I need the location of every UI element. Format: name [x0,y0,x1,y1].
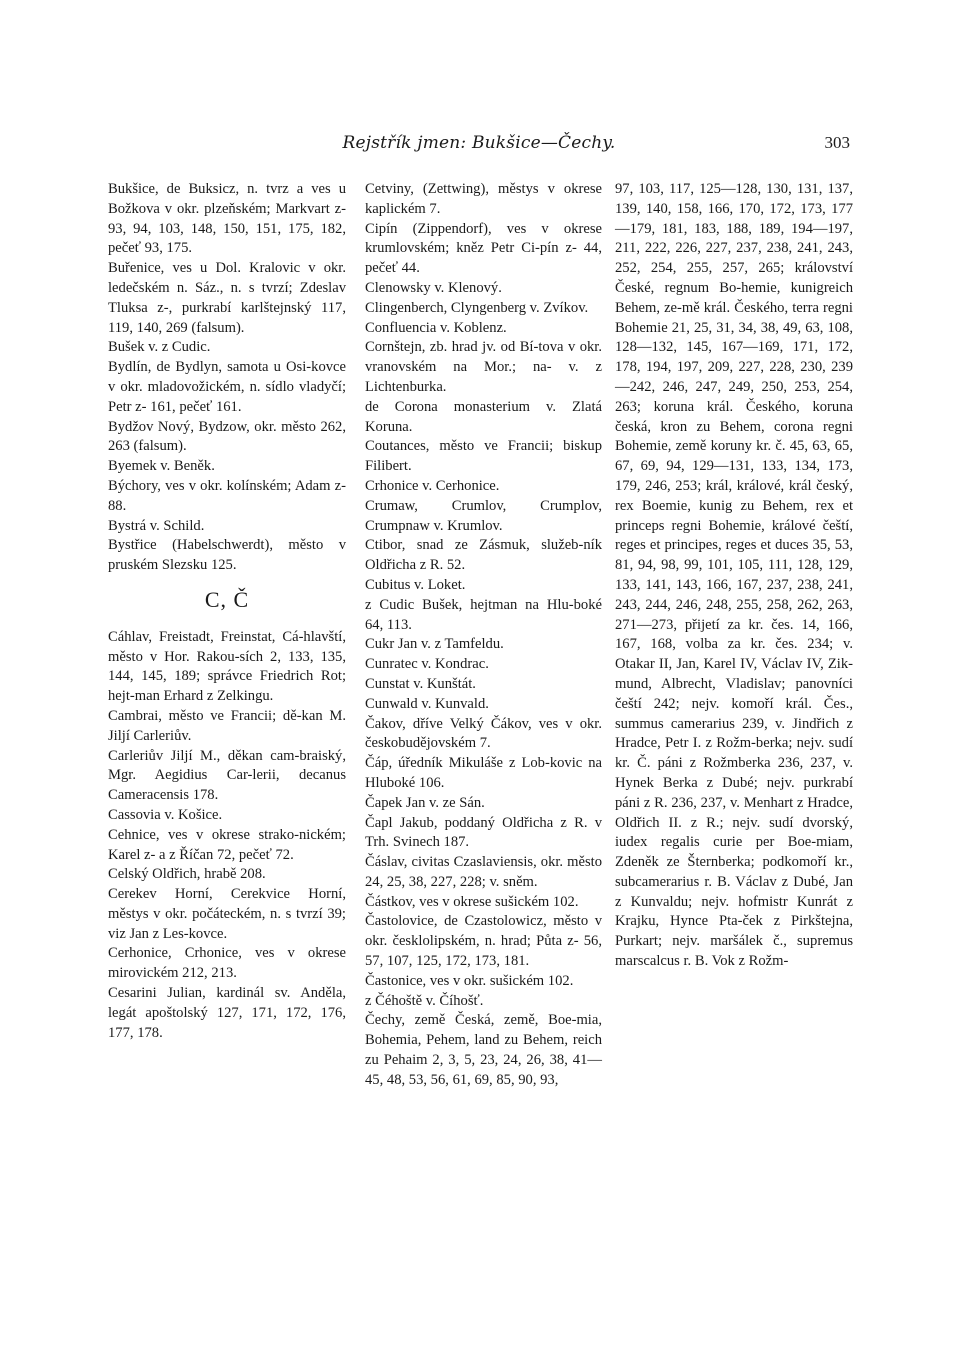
index-entry: Čapek Jan v. ze Sán. [365,794,485,811]
index-entry: Cunratec v. Kondrac. [365,656,489,673]
index-entry: Cetviny, (Zettwing), městys v okrese kaplickém 7. [365,181,602,217]
index-entry: Cornštejn, zb. hrad jv. od Bí-tova v okr. vranovském na Mor.; na- v. z Lichtenburka. [365,339,602,395]
index-entry: 97, 103, 117, 125—128, 130, 131, 137, 139, 140, 158, 166, 170, 172, 173, 177—179, 181, 183, 188, 189, 194—197, 211, 222, 226, 227, 237, 238, 241, 243, 252, 254, 255, 257, 265; království České, regnum Bo-hemie, kunigreich Behem, ze-mě král. Českého, terra regni Bohemie 21, 25, 31, 34, 38, 49, 63, 108, 128—132, 145, 167—169, 171, 172, 178, 194, 197, 209, 227, 228, 230, 239—242, 246, 247, 249, 250, 253, 254, 263; koruna král. Českého, koruna česká, kron zu Behem, corona regni Bohemie, země koruny kr. č. 45, 63, 65, 67, 69, 94, 129—131, 133, 134, 173, 179, 246, 253; král, králové, král český, rex Boemie, kunig zu Behem, rex et princeps regni Bohemie, králové čeští, reges et principes, reges et duces 35, 53, 81, 94, 98, 99, 101, 105, 111, 128, 129, 133, 141, 143, 166, 167, 237, 238, 241, 243, 244, 246, 248, 255, 258, 262, 263, 271—273, přijetí za kr. čes. 14, 166, 167, 168, volba za kr. čes. 234; v. Otakar II, Jan, Karel IV, Václav IV, Zik-mund, Albrecht, Vladislav; panovníci čeští 242; nejv. komoří král. Čes., summus camerarius 239, v. Jindřich z Hradce, Petr I. z Rožm-berka; nejv. sudí kr. Č. páni z Rožmberka 236, 237, v. Hynek Berka z Dubé; nejv. purkrabí páni z R. 236, 237, v. Menhart z Hradce, Oldřich II. z R.; nejv. sudí dvorský, iudex regalis curie per Boe-miam, Zdeněk ze Šternberka; podkomoří kr., subcamerarius r. B. Václav z Dubé, Jan z Kunvaldu; nejv. hofmistr Kunrát z Krajku, Hynce Pta-ček z Pirkštejna, Purkart; nejv. maršálek č., supremus marscalcus r. B. Vok z Rožm- [615,181,853,970]
index-entry: Čáslav, civitas Czaslaviensis, okr. město 24, 25, 38, 227, 228; v. sněm. [365,854,602,890]
index-entry: Cukr Jan v. z Tamfeldu. [365,636,504,653]
index-entry: Cunwald v. Kunvald. [365,695,489,712]
page-title: Rejstřík jmen: Bukšice—Čechy. [342,133,616,153]
index-entry: Bystrá v. Schild. [108,517,205,534]
index-column-left [108,180,346,1043]
index-entry: Cubitus v. Loket. [365,576,466,593]
index-entry: Cambrai, město ve Francii; dě-kan M. Jiljí Carleriův. [108,707,346,744]
running-head [108,133,850,161]
index-entry: Celský Oldřich, hrabě 208. [108,866,266,883]
index-entry: Crhonice v. Cerhonice. [365,477,500,494]
index-entry: Cerekev Horní, Cerekvice Horní, městys v okr. počáteckém, n. s tvrzí 39; viz Jan z Les-kovce. [108,886,346,942]
index-entry: Cipín (Zippendorf), ves v okrese krumlovském; kněz Petr Ci-pín z- 44, pečeť 44. [365,220,602,277]
index-entry: Confluencia v. Koblenz. [365,319,507,336]
index-entry: Čáp, úředník Mikuláše z Lob-kovic na Hluboké 106. [365,755,602,791]
index-entry: Čakov, dříve Velký Čákov, ves v okr. českobudějovském 7. [365,715,602,752]
index-entry: Bukšice, de Buksicz, n. tvrz a ves u Božkova v okr. plzeňském; Markvart z- 93, 94, 103, 148, 150, 151, 175, 182, pečeť 93, 175. [108,181,346,257]
index-entry: Coutances, město ve Francii; biskup Filibert. [365,438,602,475]
index-entry: Bydlín, de Bydlyn, samota u Osi-kovce v okr. mladovožickém, n. sídlo vladyčí; Petr z- 161, pečeť 161. [108,359,346,415]
index-entry: Částkov, ves v okrese sušickém 102. [365,893,579,910]
index-entry: Carleriův Jiljí M., děkan cam-braiský, Mgr. Aegidius Car-lerii, decanus Cameracensis 178. [108,747,346,804]
index-entry: Buřenice, ves u Dol. Kralovic v okr. ledečském n. Sáz., n. s tvrzí; Zdeslav Tluksa z-, purkrabí karlštejnský 117, 119, 140, 269 (falsum). [108,260,346,336]
index-entry: de Corona monasterium v. Zlatá Koruna. [365,398,602,435]
index-entry: Bušek v. z Cudic. [108,339,211,356]
index-column-right [615,180,853,972]
index-entry: z Čéhoště v. Číhošť. [365,992,484,1009]
index-entry: Bydžov Nový, Bydzow, okr. město 262, 263 (falsum). [108,418,346,455]
index-entry: Čechy, země Česká, země, Boe-mia, Bohemia, Pehem, land zu Behem, reich zu Pehaim 2, 3, 5, 23, 24, 26, 38, 41—45, 48, 53, 56, 61, 69, 85, 90, 93, [365,1012,602,1088]
index-entry: Cunstat v. Kunštát. [365,675,476,692]
index-entry: Cesarini Julian, kardinál sv. Anděla, legát apoštolský 127, 171, 172, 176, 177, 178. [108,985,346,1041]
index-entry: Čapl Jakub, poddaný Oldřicha z R. v Trh. Svinech 187. [365,814,602,851]
index-entry: Častonice, ves v okr. sušickém 102. [365,972,574,989]
index-entry: Cehnice, ves v okrese strako-nickém; Karel z- a z Říčan 72, pečeť 72. [108,826,346,863]
index-entry: Clingenberch, Clyngenberg v. Zvíkov. [365,299,589,316]
index-entry: Býchory, ves v okr. kolínském; Adam z- 88. [108,477,346,514]
index-column-middle [365,180,602,1091]
index-entry: Ctibor, snad ze Zásmuk, služeb-ník Oldřicha z R. 52. [365,537,602,574]
index-entry: Cerhonice, Crhonice, ves v okrese mirovickém 212, 213. [108,945,346,982]
index-entry: Cassovia v. Košice. [108,806,223,823]
index-entry: Byemek v. Beněk. [108,458,215,475]
index-entry: Cáhlav, Freistadt, Freinstat, Cá-hlavští, město v Hor. Rakou-sích 2, 133, 135, 144, 145, 189; správce Friedrich Rot; hejt-man Erhard z Zelkingu. [108,628,346,705]
index-entry: Crumaw, Crumlov, Crumplov, Crumpnaw v. Krumlov. [365,497,602,534]
index-entry: z Cudic Bušek, hejtman na Hlu-boké 64, 113. [365,596,602,633]
page-number: 303 [824,133,850,152]
index-entry: Častolovice, de Czastolowicz, město v okr. česklolipském, n. hrad; Půta z- 56, 57, 107, 125, 172, 173, 181. [365,913,602,970]
index-entry: Clenowsky v. Klenový. [365,279,502,296]
index-entry: Bystřice (Habelschwerdt), město v pruském Slezsku 125. [108,537,346,574]
section-heading: C, Č [204,586,250,612]
